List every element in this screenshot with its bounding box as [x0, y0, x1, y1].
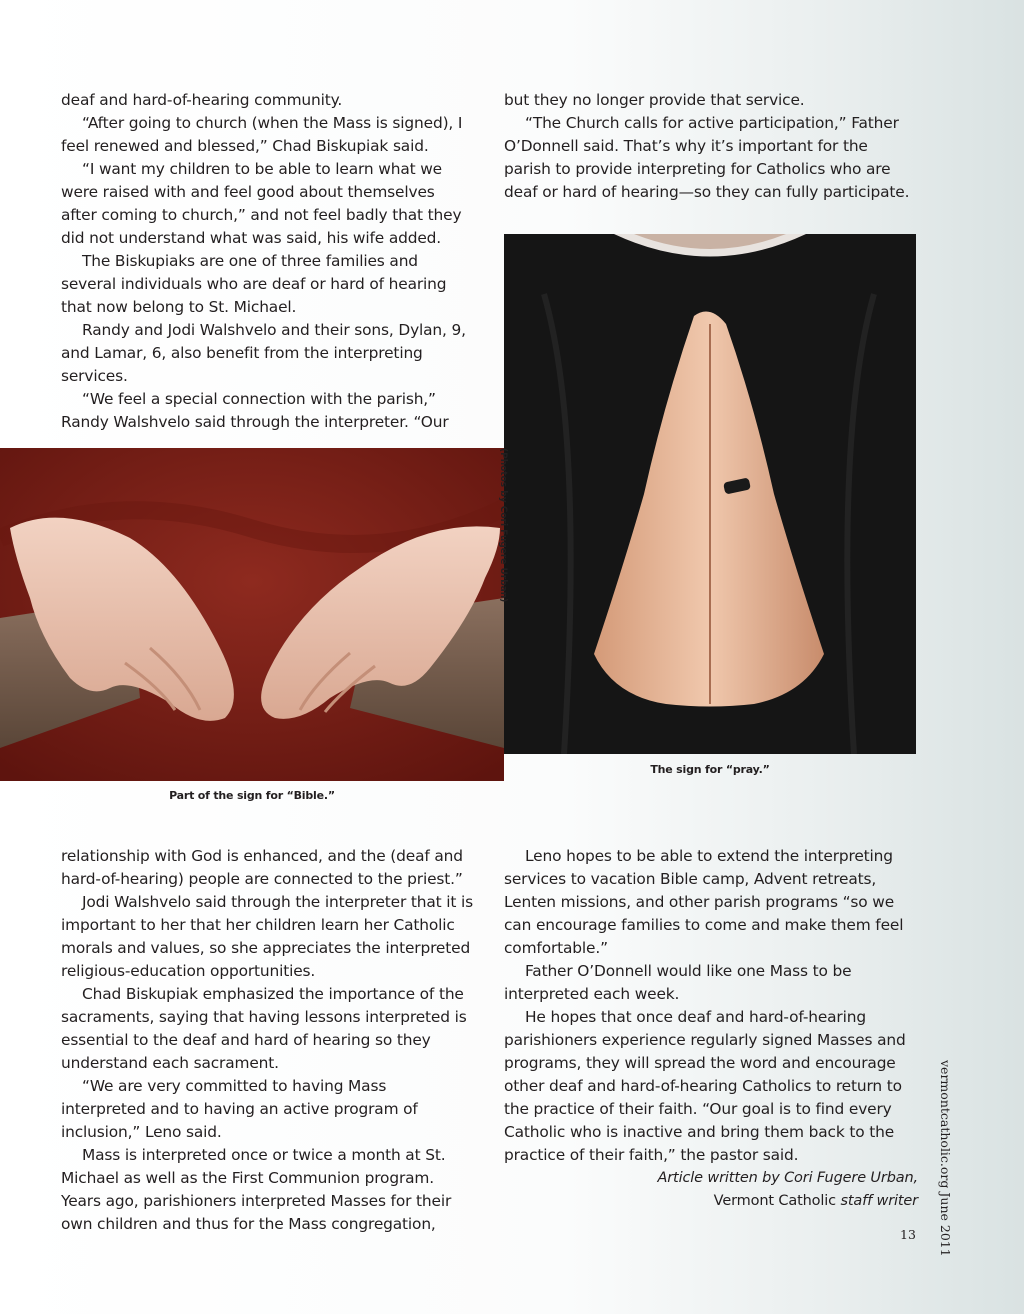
article-column-bottom-left: [61, 845, 475, 1236]
byline-affiliation: [504, 1190, 918, 1213]
article-column-top-right: [504, 89, 918, 204]
paragraph: “I want my children to be able to learn what we were raised with and feel good about themselves after coming to church,” and not feel badly that they did not understand what was said, his wife added.: [61, 160, 462, 247]
running-foot: vermontcatholic.org June 2011: [938, 1060, 953, 1257]
byline-author: Article written by Cori Fugere Urban,: [657, 1170, 918, 1186]
paragraph: “After going to church (when the Mass is signed), I feel renewed and blessed,” Chad Biskupiak said.: [61, 114, 463, 155]
paragraph: “The Church calls for active participation,” Father O’Donnell said. That’s why it’s important for the parish to provide interpreting for Catholics who are deaf or hard of hearing—so they can fully participate.: [504, 114, 910, 201]
byline: [504, 1167, 918, 1213]
paragraph: Leno hopes to be able to extend the interpreting services to vacation Bible camp, Advent retreats, Lenten missions, and other parish programs “so we can encourage families to come and make them feel comfortable.”: [504, 847, 904, 957]
byline-publication: Vermont Catholic: [713, 1193, 836, 1209]
paragraph: relationship with God is enhanced, and the (deaf and hard-of-hearing) people are connected to the priest.”: [61, 847, 463, 888]
paragraph: “We feel a special connection with the parish,” Randy Walshvelo said through the interpreter. “Our: [61, 390, 449, 431]
paragraph: Randy and Jodi Walshvelo and their sons, Dylan, 9, and Lamar, 6, also benefit from the interpreting services.: [61, 321, 466, 385]
article-column-bottom-right: [504, 845, 918, 1213]
paragraph: He hopes that once deaf and hard-of-hearing parishioners experience regularly signed Masses and programs, they will spread the word and encourage other deaf and hard-of-hearing Catholics to return to the practice of their faith. “Our goal is to find every Catholic who is inactive and bring them back to the practice of their faith,” the pastor said.: [504, 1008, 906, 1164]
byline-role: staff writer: [840, 1193, 918, 1209]
paragraph: Chad Biskupiak emphasized the importance of the sacraments, saying that having lessons interpreted is essential to the deaf and hard of hearing so they understand each sacrament.: [61, 985, 467, 1072]
article-column-top-left: [61, 89, 475, 434]
pray-sign-hands-illustration: [504, 234, 916, 754]
photo-credit: (Photos by Cori Fugere Urban): [498, 448, 508, 603]
bible-sign-hands-illustration: [0, 448, 504, 781]
paragraph: Jodi Walshvelo said through the interpreter that it is important to her that her children learn her Catholic morals and values, so she appreciates the interpreted religious-education opportunities.: [61, 893, 474, 980]
paragraph: but they no longer provide that service.: [504, 91, 805, 109]
photo-bible-sign: [0, 448, 504, 781]
paragraph: The Biskupiaks are one of three families and several individuals who are deaf or hard of hearing that now belong to St. Michael.: [61, 252, 447, 316]
caption-bible: Part of the sign for “Bible.”: [169, 789, 335, 802]
photo-pray-sign: [504, 234, 916, 754]
caption-pray: The sign for “pray.”: [650, 763, 770, 776]
paragraph: Mass is interpreted once or twice a month at St. Michael as well as the First Communion program. Years ago, parishioners interpreted Masses for their own children and thus for the Mass congregation,: [61, 1146, 452, 1233]
paragraph: “We are very committed to having Mass interpreted and to having an active program of inclusion,” Leno said.: [61, 1077, 418, 1141]
paragraph: Father O’Donnell would like one Mass to be interpreted each week.: [504, 962, 852, 1003]
page-number: 13: [900, 1227, 916, 1242]
paragraph: deaf and hard-of-hearing community.: [61, 91, 343, 109]
